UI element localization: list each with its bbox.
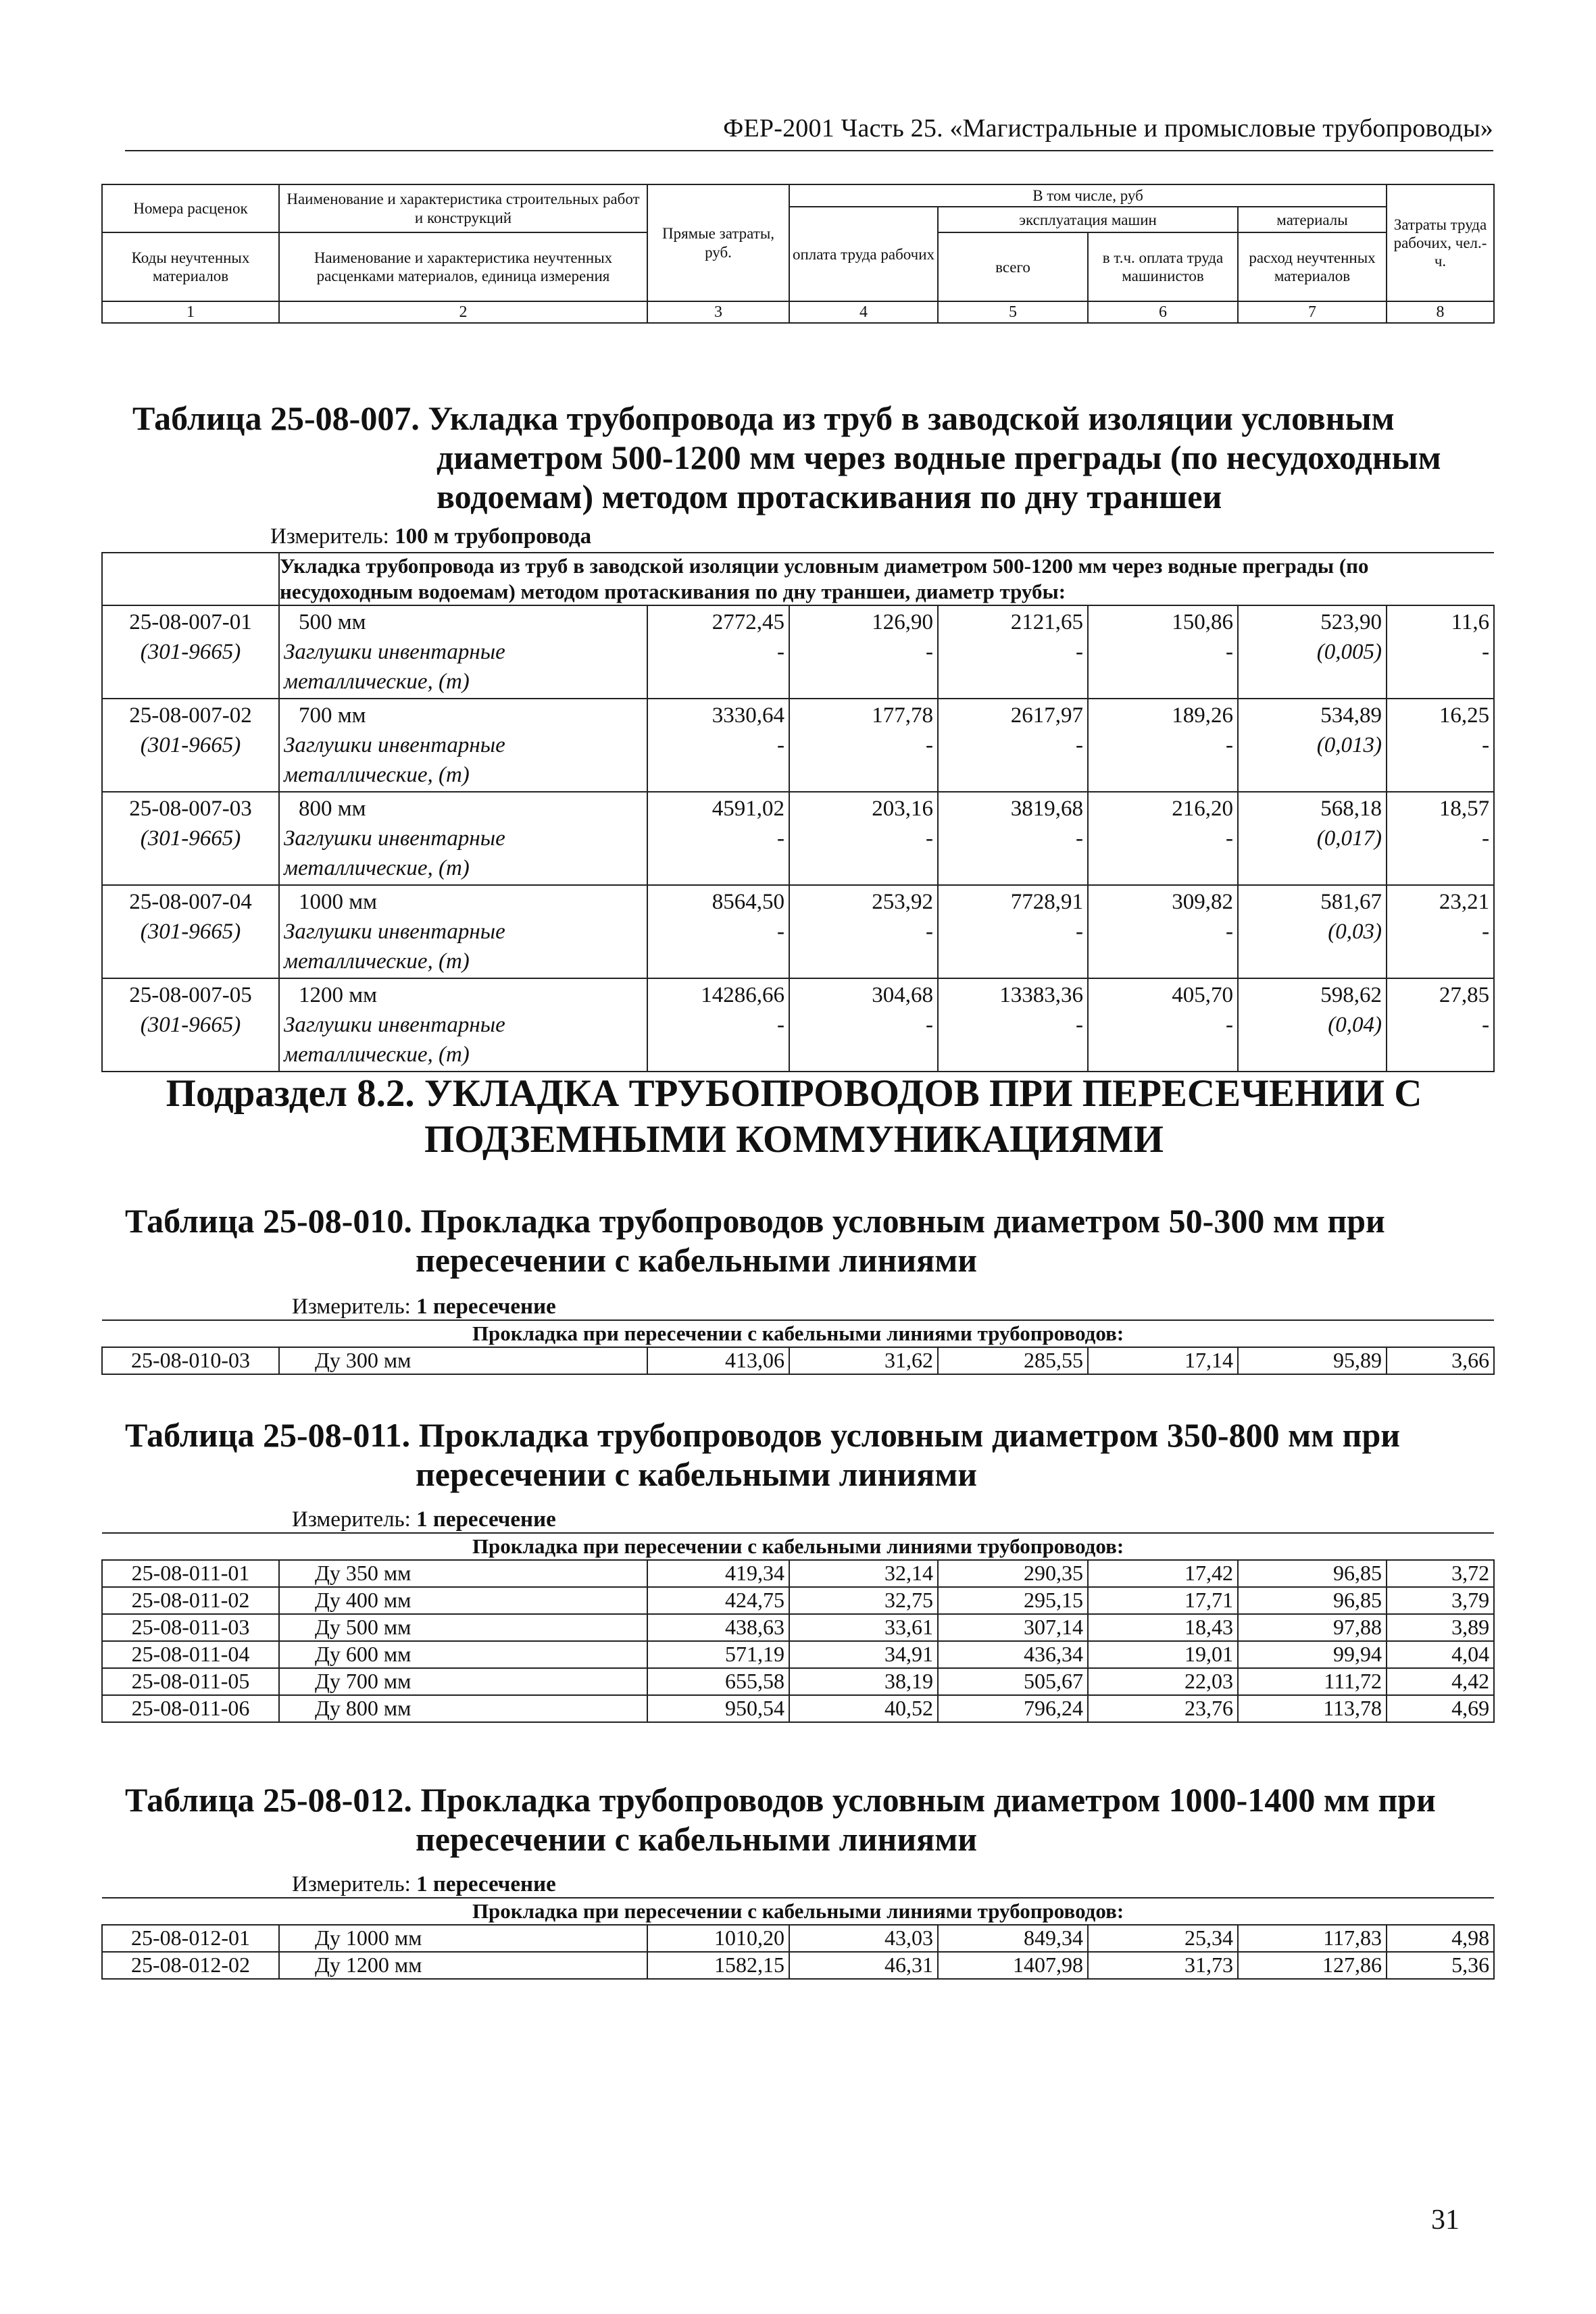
table-row: [102, 1668, 1494, 1695]
value-direct: [647, 605, 789, 699]
dash: -: [1226, 640, 1233, 664]
table-row: [102, 792, 1494, 885]
value-machines: 849,34: [938, 1925, 1088, 1952]
meter-label: Измеритель:: [292, 1872, 411, 1896]
rate-code: 25-08-011-03: [102, 1614, 279, 1641]
value: 4591,02: [712, 797, 784, 821]
value-operators: 18,43: [1088, 1614, 1238, 1641]
header-materials: материалы: [1238, 207, 1387, 232]
value-operators: [1088, 605, 1238, 699]
work-name: Ду 1000 мм: [279, 1925, 647, 1952]
dash: -: [1226, 920, 1233, 944]
value-hours: 3,79: [1387, 1587, 1494, 1614]
value: 568,18: [1320, 797, 1382, 821]
header-col1-bottom: Коды неучтенных материалов: [102, 232, 279, 301]
value-operators: [1088, 792, 1238, 885]
material-name: Заглушки инвентарные: [284, 640, 505, 664]
table-011-caption: [125, 1415, 1476, 1494]
value-machines: [938, 605, 1088, 699]
caption-line: диаметром 500-1200 мм через водные преграды (по несудоходным: [437, 438, 1441, 476]
value-operators: [1088, 699, 1238, 792]
value-direct: 571,19: [647, 1641, 789, 1668]
value: 27,85: [1439, 983, 1490, 1007]
value-labor: 34,91: [789, 1641, 938, 1668]
value: 177,78: [872, 703, 933, 728]
col-number: 5: [938, 301, 1088, 323]
table-row: [102, 1925, 1494, 1952]
value: 16,25: [1439, 703, 1490, 728]
value-machines: [938, 885, 1088, 978]
value-operators: 25,34: [1088, 1925, 1238, 1952]
work-name: Ду 600 мм: [279, 1641, 647, 1668]
value-materials: [1238, 699, 1387, 792]
material-unit: металлические, (т): [284, 670, 470, 694]
caption-line: пересечении с кабельными линиями: [416, 1241, 978, 1279]
value-hours: [1387, 978, 1494, 1072]
header-col8: Затраты труда рабочих, чел.-ч.: [1387, 184, 1494, 301]
value-labor: [789, 978, 938, 1072]
table-010-meter: [292, 1294, 556, 1319]
running-head: ФЕР-2001 Часть 25. «Магистральные и промысловые трубопроводы»: [723, 114, 1493, 143]
value: 309,82: [1172, 890, 1233, 914]
value: 2121,65: [1010, 610, 1083, 634]
page-number: 31: [1431, 2205, 1460, 2236]
value: 253,92: [872, 890, 933, 914]
header-col2-bottom: Наименование и характеристика неучтенных расценками материалов, единица измерения: [279, 232, 647, 301]
value: 14286,66: [701, 983, 784, 1007]
material-name: Заглушки инвентарные: [284, 733, 505, 757]
value-machines: 285,55: [938, 1347, 1088, 1374]
material-code: (301-9665): [140, 733, 241, 757]
work-name: Ду 800 мм: [279, 1695, 647, 1722]
table-012: [101, 1897, 1495, 1980]
value-materials: 99,94: [1238, 1641, 1387, 1668]
material-quantity: (0,03): [1328, 920, 1382, 944]
value-hours: [1387, 885, 1494, 978]
col-number: 4: [789, 301, 938, 323]
header-group: В том числе, руб: [789, 184, 1387, 207]
value: 598,62: [1320, 983, 1382, 1007]
value-direct: 1582,15: [647, 1952, 789, 1979]
work-name-cell: [279, 978, 647, 1072]
dash: -: [1482, 920, 1490, 944]
work-name: 800 мм: [299, 797, 366, 821]
caption-line: Таблица 25-08-010. Прокладка трубопроводов условным диаметром 50-300 мм при: [125, 1202, 1385, 1240]
dash: -: [926, 733, 933, 757]
subsection-heading: [135, 1071, 1453, 1163]
meter-value: 1 пересечение: [416, 1507, 556, 1532]
col-number: 6: [1088, 301, 1238, 323]
rate-code: 25-08-012-01: [102, 1925, 279, 1952]
header-col2-top: Наименование и характеристика строительных работ и конструкций: [279, 184, 647, 232]
col-number: 7: [1238, 301, 1387, 323]
meter-value: 1 пересечение: [416, 1872, 556, 1896]
dash: -: [1226, 826, 1233, 851]
work-name: Ду 350 мм: [279, 1560, 647, 1587]
value-hours: 3,72: [1387, 1560, 1494, 1587]
col-number: 1: [102, 301, 279, 323]
table-010-group-label: Прокладка при пересечении с кабельными линиями трубопроводов:: [102, 1320, 1494, 1347]
table-007-meter: [270, 524, 591, 549]
value-materials: 113,78: [1238, 1695, 1387, 1722]
value-labor: [789, 605, 938, 699]
value: 18,57: [1439, 797, 1490, 821]
running-head-rule: [125, 150, 1493, 151]
value: 126,90: [872, 610, 933, 634]
material-code: (301-9665): [140, 920, 241, 944]
value-operators: 19,01: [1088, 1641, 1238, 1668]
table-011-meter: [292, 1507, 556, 1532]
value-machines: [938, 792, 1088, 885]
dash: -: [1076, 920, 1083, 944]
caption-line: пересечении с кабельными линиями: [416, 1455, 978, 1493]
value-materials: 111,72: [1238, 1668, 1387, 1695]
dash: -: [1482, 826, 1490, 851]
material-quantity: (0,005): [1316, 640, 1382, 664]
value-labor: 31,62: [789, 1347, 938, 1374]
table-row: [102, 1614, 1494, 1641]
rate-code: 25-08-011-01: [102, 1560, 279, 1587]
rate-code: 25-08-011-06: [102, 1695, 279, 1722]
table-010-caption: [125, 1201, 1476, 1280]
header-col3: Прямые затраты, руб.: [647, 184, 789, 301]
material-code: (301-9665): [140, 640, 241, 664]
value-direct: 438,63: [647, 1614, 789, 1641]
meter-value: 100 м трубопровода: [395, 524, 592, 549]
header-col1-top: Номера расценок: [102, 184, 279, 232]
value-materials: [1238, 605, 1387, 699]
value-direct: 413,06: [647, 1347, 789, 1374]
table-row: [102, 1587, 1494, 1614]
value: 581,67: [1320, 890, 1382, 914]
value-labor: [789, 792, 938, 885]
dash: -: [1076, 826, 1083, 851]
dash: -: [777, 1013, 784, 1037]
meter-label: Измеритель:: [292, 1507, 411, 1532]
column-header-table: [101, 184, 1495, 324]
dash: -: [1226, 1013, 1233, 1037]
work-name-cell: [279, 792, 647, 885]
value: 203,16: [872, 797, 933, 821]
value: 523,90: [1320, 610, 1382, 634]
value: 534,89: [1320, 703, 1382, 728]
caption-line: пересечении с кабельными линиями: [416, 1820, 978, 1858]
rate-code: 25-08-011-02: [102, 1587, 279, 1614]
rate-code-cell: [102, 978, 279, 1072]
value-labor: 38,19: [789, 1668, 938, 1695]
value-direct: 424,75: [647, 1587, 789, 1614]
value-operators: 22,03: [1088, 1668, 1238, 1695]
value-operators: 17,14: [1088, 1347, 1238, 1374]
rate-code-cell: [102, 699, 279, 792]
table-row: [102, 605, 1494, 699]
value-operators: [1088, 885, 1238, 978]
work-name: Ду 400 мм: [279, 1587, 647, 1614]
material-quantity: (0,04): [1328, 1013, 1382, 1037]
value-materials: [1238, 792, 1387, 885]
work-name: 500 мм: [299, 610, 366, 634]
material-name: Заглушки инвентарные: [284, 826, 505, 851]
table-011-group-label: Прокладка при пересечении с кабельными линиями трубопроводов:: [102, 1533, 1494, 1560]
value: 11,6: [1451, 610, 1490, 634]
material-quantity: (0,017): [1316, 826, 1382, 851]
value-direct: 655,58: [647, 1668, 789, 1695]
value: 189,26: [1172, 703, 1233, 728]
value-hours: 5,36: [1387, 1952, 1494, 1979]
value: 150,86: [1172, 610, 1233, 634]
subsection-line: ПОДЗЕМНЫМИ КОММУНИКАЦИЯМИ: [424, 1118, 1164, 1161]
dash: -: [1076, 1013, 1083, 1037]
work-name-cell: [279, 885, 647, 978]
value: 3330,64: [712, 703, 784, 728]
col-number: 8: [1387, 301, 1494, 323]
col-number: 2: [279, 301, 647, 323]
value-direct: [647, 978, 789, 1072]
value-materials: 97,88: [1238, 1614, 1387, 1641]
value: 13383,36: [999, 983, 1083, 1007]
value: 304,68: [872, 983, 933, 1007]
rate-code: 25-08-011-04: [102, 1641, 279, 1668]
header-col5: всего: [938, 232, 1088, 301]
value: 23,21: [1439, 890, 1490, 914]
material-unit: металлические, (т): [284, 949, 470, 974]
value-hours: [1387, 699, 1494, 792]
table-row: [102, 1347, 1494, 1374]
value-materials: [1238, 885, 1387, 978]
rate-code-cell: [102, 885, 279, 978]
value-operators: 23,76: [1088, 1695, 1238, 1722]
value-materials: 95,89: [1238, 1347, 1387, 1374]
value: 216,20: [1172, 797, 1233, 821]
value: 8564,50: [712, 890, 784, 914]
value-operators: 17,71: [1088, 1587, 1238, 1614]
dash: -: [1482, 733, 1490, 757]
header-col4: оплата труда рабочих: [789, 207, 938, 301]
header-col6: в т.ч. оплата труда машинистов: [1088, 232, 1238, 301]
caption-line: Таблица 25-08-007. Укладка трубопровода из труб в заводской изоляции условным: [132, 399, 1395, 437]
work-name: 1000 мм: [299, 890, 378, 914]
rate-code: 25-08-007-04: [129, 890, 252, 914]
table-012-meter: [292, 1871, 556, 1897]
value-hours: [1387, 605, 1494, 699]
value-machines: [938, 699, 1088, 792]
meter-label: Измеритель:: [270, 524, 389, 549]
value-hours: 3,66: [1387, 1347, 1494, 1374]
work-name-cell: [279, 605, 647, 699]
dash: -: [1226, 733, 1233, 757]
rate-code: 25-08-007-05: [129, 983, 252, 1007]
caption-line: Таблица 25-08-011. Прокладка трубопроводов условным диаметром 350-800 мм при: [125, 1416, 1401, 1454]
value-labor: [789, 699, 938, 792]
table-007: [101, 552, 1495, 1072]
value-direct: [647, 792, 789, 885]
value-direct: 1010,20: [647, 1925, 789, 1952]
material-quantity: (0,013): [1316, 733, 1382, 757]
value-materials: 117,83: [1238, 1925, 1387, 1952]
material-code: (301-9665): [140, 826, 241, 851]
rate-code: 25-08-010-03: [102, 1347, 279, 1374]
work-name-cell: [279, 699, 647, 792]
table-row: [102, 699, 1494, 792]
value-machines: 290,35: [938, 1560, 1088, 1587]
material-unit: металлические, (т): [284, 1042, 470, 1067]
work-name: Ду 1200 мм: [279, 1952, 647, 1979]
value-hours: 4,98: [1387, 1925, 1494, 1952]
table-007-group-label: Укладка трубопровода из труб в заводской изоляции условным диаметром 500-1200 мм через водные преграды (по несудоходным водоемам) методом протаскивания по дну траншеи, диаметр трубы:: [279, 553, 1494, 605]
value: 7728,91: [1010, 890, 1083, 914]
dash: -: [777, 826, 784, 851]
dash: -: [926, 640, 933, 664]
value-direct: [647, 699, 789, 792]
value-direct: 419,34: [647, 1560, 789, 1587]
table-012-group-label: Прокладка при пересечении с кабельными линиями трубопроводов:: [102, 1898, 1494, 1925]
table-010: [101, 1319, 1495, 1375]
rate-code: 25-08-011-05: [102, 1668, 279, 1695]
dash: -: [777, 640, 784, 664]
value-hours: 4,69: [1387, 1695, 1494, 1722]
table-007-caption: [132, 399, 1484, 516]
dash: -: [1482, 1013, 1490, 1037]
value-materials: [1238, 978, 1387, 1072]
work-name: Ду 500 мм: [279, 1614, 647, 1641]
material-unit: металлические, (т): [284, 763, 470, 787]
value-hours: 4,42: [1387, 1668, 1494, 1695]
value-machines: 307,14: [938, 1614, 1088, 1641]
table-012-caption: [125, 1780, 1476, 1859]
table-row: [102, 1952, 1494, 1979]
value-operators: [1088, 978, 1238, 1072]
rate-code: 25-08-007-03: [129, 797, 252, 821]
material-code: (301-9665): [140, 1013, 241, 1037]
table-row: [102, 1641, 1494, 1668]
material-name: Заглушки инвентарные: [284, 920, 505, 944]
table-011: [101, 1532, 1495, 1723]
value-operators: 31,73: [1088, 1952, 1238, 1979]
value: 405,70: [1172, 983, 1233, 1007]
value-direct: 950,54: [647, 1695, 789, 1722]
value-materials: 127,86: [1238, 1952, 1387, 1979]
rate-code: 25-08-007-01: [129, 610, 252, 634]
value-labor: 32,14: [789, 1560, 938, 1587]
value-operators: 17,42: [1088, 1560, 1238, 1587]
table-row: [102, 978, 1494, 1072]
value-machines: 436,34: [938, 1641, 1088, 1668]
work-name: 1200 мм: [299, 983, 378, 1007]
work-name: Ду 300 мм: [279, 1347, 647, 1374]
value-labor: [789, 885, 938, 978]
value-machines: 505,67: [938, 1668, 1088, 1695]
dash: -: [926, 920, 933, 944]
value: 3819,68: [1010, 797, 1083, 821]
value-machines: 295,15: [938, 1587, 1088, 1614]
table-row: [102, 1695, 1494, 1722]
col-number: 3: [647, 301, 789, 323]
header-col7: расход неучтенных материалов: [1238, 232, 1387, 301]
subsection-line: Подраздел 8.2. УКЛАДКА ТРУБОПРОВОДОВ ПРИ ПЕРЕСЕЧЕНИИ С: [166, 1072, 1422, 1115]
dash: -: [1482, 640, 1490, 664]
value-hours: 4,04: [1387, 1641, 1494, 1668]
value-machines: 1407,98: [938, 1952, 1088, 1979]
rate-code-cell: [102, 605, 279, 699]
work-name: 700 мм: [299, 703, 366, 728]
meter-label: Измеритель:: [292, 1294, 411, 1319]
value: 2617,97: [1010, 703, 1083, 728]
caption-line: Таблица 25-08-012. Прокладка трубопроводов условным диаметром 1000-1400 мм при: [125, 1781, 1436, 1819]
value-machines: 796,24: [938, 1695, 1088, 1722]
rate-code: 25-08-012-02: [102, 1952, 279, 1979]
value-direct: [647, 885, 789, 978]
value-hours: [1387, 792, 1494, 885]
rate-code: 25-08-007-02: [129, 703, 252, 728]
header-exploitation: эксплуатация машин: [938, 207, 1238, 232]
value-machines: [938, 978, 1088, 1072]
material-unit: металлические, (т): [284, 856, 470, 880]
value: 2772,45: [712, 610, 784, 634]
meter-value: 1 пересечение: [416, 1294, 556, 1319]
value-labor: 32,75: [789, 1587, 938, 1614]
dash: -: [1076, 733, 1083, 757]
dash: -: [777, 920, 784, 944]
caption-line: водоемам) методом протаскивания по дну траншеи: [437, 478, 1222, 515]
value-materials: 96,85: [1238, 1560, 1387, 1587]
material-name: Заглушки инвентарные: [284, 1013, 505, 1037]
value-labor: 46,31: [789, 1952, 938, 1979]
value-labor: 33,61: [789, 1614, 938, 1641]
value-labor: 40,52: [789, 1695, 938, 1722]
dash: -: [777, 733, 784, 757]
dash: -: [926, 826, 933, 851]
value-labor: 43,03: [789, 1925, 938, 1952]
rate-code-cell: [102, 792, 279, 885]
work-name: Ду 700 мм: [279, 1668, 647, 1695]
table-row: [102, 1560, 1494, 1587]
dash: -: [926, 1013, 933, 1037]
dash: -: [1076, 640, 1083, 664]
value-materials: 96,85: [1238, 1587, 1387, 1614]
value-hours: 3,89: [1387, 1614, 1494, 1641]
table-row: [102, 885, 1494, 978]
